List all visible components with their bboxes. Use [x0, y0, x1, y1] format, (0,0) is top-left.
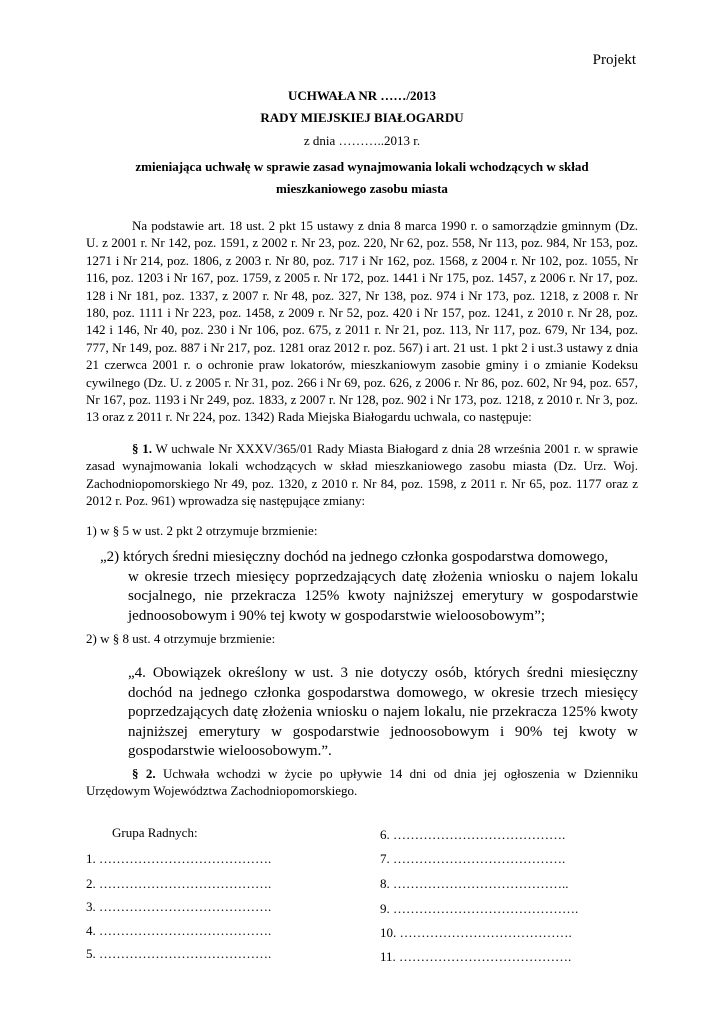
amendment-1-quote: [100, 548, 638, 626]
signatures-heading: Grupa Radnych:: [112, 825, 198, 840]
signature-line: 6. ………………………………….: [380, 827, 566, 842]
signature-line: 7. ………………………………….: [380, 851, 566, 866]
section-1-label: § 1.: [132, 441, 152, 456]
projekt-label: Projekt: [592, 52, 636, 68]
resolution-number: UCHWAŁA NR ……/2013: [287, 88, 437, 103]
resolution-subject: [90, 156, 634, 200]
signature-line: 2. ………………………………….: [86, 876, 272, 891]
council-name: RADY MIEJSKIEJ BIAŁOGARDU: [260, 110, 464, 125]
section-1-text: W uchwale Nr XXXV/365/01 Rady Miasta Białogard z dnia 28 września 2001 r. w sprawie zasad wynajmowania lokali wchodzących w skład mieszkaniowego zasobu miasta (Dz. Urz. Woj. Zachodniopomorskiego Nr 49, poz. 1320, z 2010 r. Nr 84, poz. 1598, z 2011 r. Nr 65, poz. 1177 oraz z 2012 r. Poz. 961) wprowadza się następujące zmiany:: [86, 441, 639, 509]
section-2-label: § 2.: [132, 766, 156, 781]
signature-line: 3. ………………………………….: [86, 899, 272, 914]
preamble-paragraph: Na podstawie art. 18 ust. 2 pkt 15 ustawy z dnia 8 marca 1990 r. o samorządzie gminnym (Dz. U. z 2001 r. Nr 142, poz. 1591, z 2002 r. Nr 23, poz. 220, Nr 62, poz. 558, Nr 113, poz. 984, Nr 153, poz. 1271 i Nr 214, poz. 1806, z 2003 r. Nr 80, poz. 717 i Nr 162, poz. 1568, z 2004 r. Nr 102, poz. 1055, Nr 116, poz. 1203 i Nr 167, poz. 1759, z 2005 r. Nr 172, poz. 1441 i Nr 175, poz. 1457, z 2006 r. Nr 17, poz. 128 i Nr 181, poz. 1337, z 2007 r. Nr 48, poz. 327, Nr 138, poz. 974 i Nr 173, poz. 1218, z 2008 r. Nr 180, poz. 1111 i Nr 223, poz. 1458, z 2009 r. Nr 52, poz. 420 i Nr 157, poz. 1241, z 2010 r. Nr 28, poz. 142 i 146, Nr 40, poz. 230 i Nr 106, poz. 675, z 2011 r. Nr 21, poz. 113, Nr 117, poz. 679, Nr 134, poz. 777, Nr 149, poz. 887 i Nr 217, poz. 1281 oraz 2012 r. poz. 567) i art. 21 ust. 1 pkt 2 i ust.3 ustawy z dnia 21 czerwca 2001 r. o ochronie praw lokatorów, mieszkaniowym zasobie gminy i o zmianie Kodeksu cywilnego (Dz. U. z 2005 r. Nr 31, poz. 266 i Nr 69, poz. 626, z 2006 r. Nr 86, poz. 602, Nr 94, poz. 657, Nr 167, poz. 1193 i Nr 249, poz. 1833, z 2007 r. Nr 128, poz. 902 i Nr 173, poz. 1218, z 2010 r. Nr 3, poz. 13 oraz z 2011 r. Nr 224, poz. 1342) Rada Miejska Białogardu uchwala, co następuje:: [86, 218, 638, 425]
amendment-1-quote-rest: w okresie trzech miesięcy poprzedzających datę złożenia wniosku o najem lokalu socjalnego, nie przekracza 125% kwoty najniższej emerytury w gospodarstwie jednoosobowym i 90% tej kwoty w gospodarstwie wieloosobowym”;: [128, 568, 638, 624]
resolution-date: z dnia ………..2013 r.: [303, 133, 421, 148]
amendment-2-quote: „4. Obowiązek określony w ust. 3 nie dotyczy osób, których średni miesięczny dochód na jednego członka gospodarstwa domowego, w okresie trzech miesięcy poprzedzających datę złożenia wniosku o najem lokalu, nie przekracza 125% kwoty najniższej emerytury w gospodarstwie jednoosobowym i 90% tej kwoty w gospodarstwie wieloosobowym.”.: [128, 665, 638, 759]
amendment-2-intro: 2) w § 8 ust. 4 otrzymuje brzmienie:: [86, 631, 276, 646]
signature-line: 1. ………………………………….: [86, 851, 272, 866]
section-2-text: Uchwała wchodzi w życie po upływie 14 dni od dnia jej ogłoszenia w Dzienniku Urzędowym Województwa Zachodniopomorskiego.: [86, 766, 638, 799]
subject-line-2: mieszkaniowego zasobu miasta: [276, 181, 448, 196]
section-2-paragraph: [86, 765, 638, 800]
subject-line-1: zmieniająca uchwałę w sprawie zasad wynajmowania lokali wchodzących w skład: [135, 159, 589, 174]
signature-line: 11. ………………………………….: [380, 949, 572, 964]
signature-line: 10. ………………………………….: [380, 925, 572, 940]
section-1-paragraph: [86, 440, 638, 510]
signature-line: 9. …………………………………….: [380, 901, 579, 916]
signature-line: 4. ………………………………….: [86, 923, 272, 938]
amendment-1-intro: 1) w § 5 w ust. 2 pkt 2 otrzymuje brzmienie:: [86, 523, 318, 538]
amendment-1-quote-first: „2) których średni miesięczny dochód na jednego członka gospodarstwa domowego,: [100, 549, 609, 565]
signature-line: 8. …………………………………..: [380, 876, 569, 891]
signature-line: 5. ………………………………….: [86, 946, 272, 961]
